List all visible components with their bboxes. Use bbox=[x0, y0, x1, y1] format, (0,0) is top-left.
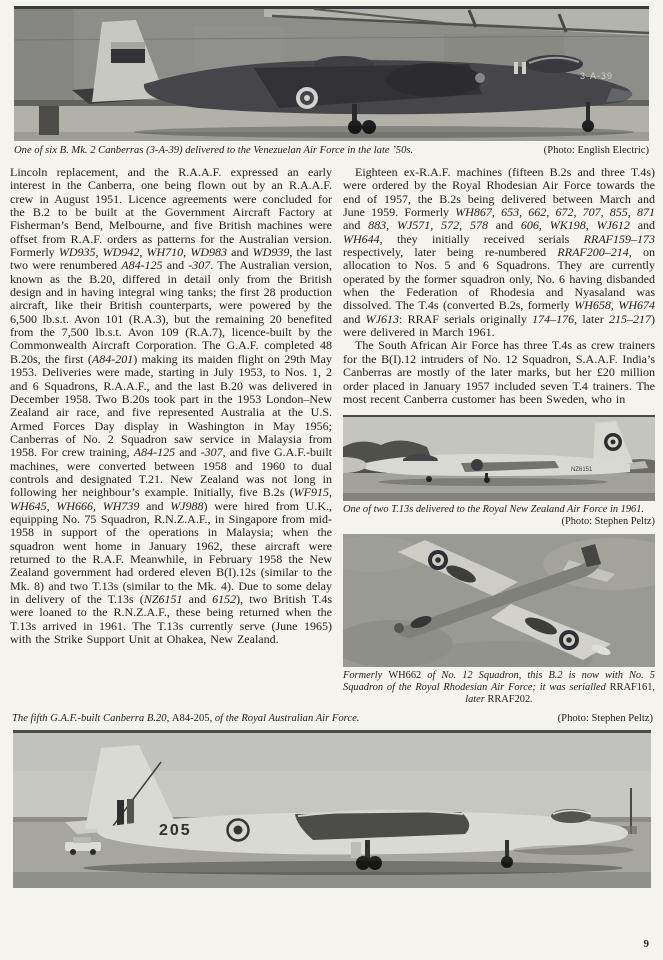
engine-nacelle bbox=[386, 63, 482, 97]
photo-venezuelan-canberra bbox=[14, 6, 649, 141]
caption-top-credit: (Photo: English Electric) bbox=[543, 145, 649, 156]
raaf-b20-illustration bbox=[13, 730, 651, 888]
caption-top bbox=[14, 145, 649, 157]
caption-nz bbox=[343, 504, 655, 528]
caption-nz-text: One of two T.13s delivered to the Royal New Zealand Air Force in 1961. bbox=[343, 504, 645, 516]
caption-bottom-text: The fifth G.A.F.-built Canberra B.20, A84-205, of the Royal Australian Air Force. bbox=[12, 712, 360, 724]
aircraft-shadow bbox=[378, 478, 608, 486]
column-left bbox=[10, 166, 332, 706]
rhodesian-b2-illustration bbox=[343, 534, 655, 667]
paragraph-raaf-and-rnzaf: Lincoln replacement, and the R.A.A.F. expressed an early interest in the Canberra, one being flown out by an R.A.A.F. crew in August 1951. Licence agreements were concluded for the B.2 to be built at the Government Aircraft Factory at Fisherman’s Bend, Melbourne, and five British machines were offset from R.A.F. orders as patterns for the Australian version. Formerly WD935, WD942, WH710, WD983 and WD939, the last two were renumbered A84-125 and -307. The Australian version, known as the B.20, differed in detail only from the British design and in having integral wing tanks; the first 28 production aircraft, like their British counterparts, were powered by the 6,500 lb.s.t. Avon 101 (R.A.3), but the remaining 20 benefited from the 7,500 lb.s.t. Avon 109 (R.A.7), licence-built by the Commonwealth Aircraft Corporation. The G.A.F. completed 48 B.20s, the first (A84-201) making its maiden flight on 29th May 1953. Deliveries were made, starting in July 1953, to Nos. 1, 2 and 6 Squadrons, R.A.A.F., and the last B.20 was delivered in December 1958. Two B.20s took part in the 1953 London–New Zealand air race, and five represented Australia at the U.S. Armed Forces Day display in Washington in May 1956; Canberras of No. 2 Squadron saw service in Malaysia from 1958. For crew training, A84-125 and -307, and five G.A.F.-built machines, were converted between 1958 and 1960 to dual controls and designated T.21. New Zealand was not long in following her neighbour’s example. Initially, five B.2s (WF915, WH645, WH666, WH739 and WJ988) were hired from U.K., equipping No. 75 Squadron, R.N.Z.A.F., in Singapore from mid-1958 in support of the operations in Malaysia; when the squadron went home in January 1962, these aircraft were returned to the R.A.F. Meanwhile, in February 1958 the New Zealand government had ordered eleven B(I).12s (similar to the Mk. 8) and two T.13s (similar to the Mk. 4). Due to some delay in delivery of the T.13s (NZ6151 and 6152), two British T.4s were loaned to the R.N.Z.A.F., these being returned when the T.13s arrived in 1961. The T.13s currently serve (June 1965) with the Strike Support Unit at Ohakea, New Zealand. bbox=[10, 165, 333, 647]
fin-flash bbox=[117, 800, 124, 826]
aircraft-serial-label: NZ6151 bbox=[571, 467, 593, 474]
caption-top-text: One of six B. Mk. 2 Canberras (3-A-39) delivered to the Venezuelan Air Force in the late ’50s. bbox=[14, 145, 414, 156]
rnzaf-t13-illustration bbox=[343, 415, 655, 501]
photo-raaf-b20 bbox=[13, 730, 651, 888]
photo-rhodesian-b2 bbox=[343, 534, 655, 667]
paragraph-rhodesian-order: Eighteen ex-R.A.F. machines (fifteen B.2s and three T.4s) were ordered by the Royal Rhodesian Air Force towards the end of 1957, the B.2s being delivered between March and June 1959. Formerly WH867, 653, 662, 672, 707, 855, 871 and 883, WJ571, 572, 578 and 606, WK198, WJ612 and WH644, they initially received serials RRAF159–173 respectively, later being re-numbered RRAF200–214, on allocation to Nos. 5 and 6 Squadrons. They are currently operated by the former squadron only, No. 6 having disbanded when the Federation of Rhodesia and Nyasaland was dissolved. The T.4s (converted B.2s, formerly WH658, WH674 and WJ613: RRAF serials originally 174–176, later 215–217) were delivered in March 1961. bbox=[343, 165, 656, 340]
page-number: 9 bbox=[643, 938, 649, 950]
paragraph-saaf-india-sweden: The South African Air Force has three T.4s as crew trainers for the B(I).12 intruders of No. 12 Squadron, S.A.A.F. India’s Canberras are mostly of the later marks, but her £20 million order placed in January 1957 included seven T.4 trainers. The most recent Canberra customer has been Sweden, who in bbox=[343, 338, 655, 406]
caption-bottom bbox=[12, 713, 653, 725]
aircraft-serial-label: 3-A-39 bbox=[580, 71, 614, 81]
caption-rhodesian: Formerly WH662 of No. 12 Squadron, this B.2 is now with No. 5 Squadron of the Royal Rhodesian Air Force; it was serialled RRAF161, later RRAF202. bbox=[343, 670, 655, 705]
caption-nz-credit: (Photo: Stephen Peltz) bbox=[561, 516, 655, 528]
venezuelan-canberra-illustration bbox=[14, 6, 649, 141]
column-right bbox=[343, 166, 655, 706]
aircraft-shadow bbox=[134, 126, 634, 138]
aircraft-number-label: 205 bbox=[159, 821, 192, 839]
photo-rnzaf-t13 bbox=[343, 415, 655, 501]
ground-equipment bbox=[39, 106, 59, 135]
caption-bottom-credit: (Photo: Stephen Peltz) bbox=[557, 712, 653, 724]
body-columns bbox=[10, 166, 655, 706]
aircraft-shadow bbox=[83, 861, 623, 875]
